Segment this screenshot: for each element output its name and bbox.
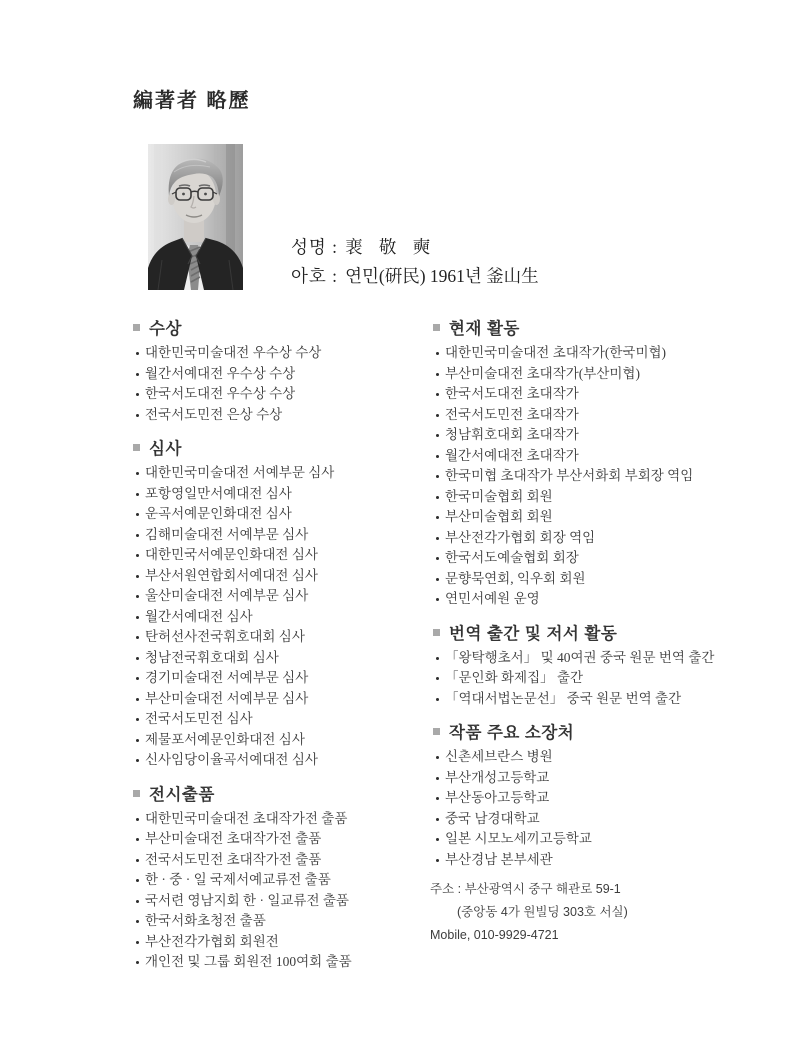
dot-bullet-icon [136, 739, 139, 742]
list-item-text: 「문인화 화제집」 출간 [445, 670, 584, 685]
dot-bullet-icon [136, 393, 139, 396]
alias-label: 아호 : [291, 266, 339, 286]
list-item [133, 405, 430, 426]
list-item-text: 연민서예원 운영 [445, 591, 540, 606]
list-item [133, 545, 430, 566]
list-item [433, 569, 753, 590]
dot-bullet-icon [136, 961, 139, 964]
dot-bullet-icon [136, 575, 139, 578]
address-line-2: (중앙동 4가 원빌딩 303호 서실) [457, 905, 628, 919]
list-item [433, 364, 753, 385]
list-item [433, 850, 753, 871]
name-value: 裵 敬 奭 [345, 237, 437, 257]
dot-bullet-icon [436, 352, 439, 355]
dot-bullet-icon [436, 516, 439, 519]
left-column [133, 316, 430, 984]
list-item-text: 부산전각가협회 회원전 [145, 933, 279, 949]
right-column [433, 316, 753, 881]
list-item-text: 한국미술협회 회원 [445, 488, 553, 504]
list-item-text: 문향묵연회, 익우회 회원 [445, 570, 586, 586]
list-item-text: 부산미술대전 초대작가전 출품 [145, 831, 322, 846]
list-item-text: 월간서예대전 심사 [145, 608, 253, 624]
list-item-text: 대한민국미술대전 서예부문 심사 [145, 465, 335, 480]
section-title: 번역 출간 및 저서 활동 [449, 624, 618, 643]
section-header [433, 316, 753, 338]
list-item [433, 343, 753, 364]
list-item-text: 한국서화초청전 출품 [145, 913, 266, 928]
list-item [433, 648, 753, 669]
dot-bullet-icon [436, 698, 439, 701]
list-item-text: 신촌세브란스 병원 [445, 749, 553, 764]
list-item [433, 747, 753, 768]
list-item [133, 566, 430, 587]
list-item [133, 750, 430, 771]
section-header [433, 720, 753, 742]
section-judging [133, 436, 430, 771]
list-item-text: 대한민국미술대전 초대작가전 출품 [145, 810, 348, 826]
dot-bullet-icon [436, 557, 439, 560]
list-item-text: 대한민국서예문인화대전 심사 [145, 547, 318, 562]
list-item [133, 689, 430, 710]
dot-bullet-icon [136, 859, 139, 862]
dot-bullet-icon [436, 859, 439, 862]
list-item-text: 일본 시모노세끼고등학교 [445, 831, 592, 846]
list-item [133, 891, 430, 912]
author-portrait-photo [148, 144, 243, 290]
dot-bullet-icon [436, 598, 439, 601]
page-title: 編著者 略歷 [133, 90, 251, 112]
list-item-text: 전국서도민전 은상 수상 [145, 406, 283, 422]
list-item-text: 「왕탁행초서」 및 40여권 중국 원문 번역 출간 [445, 649, 715, 665]
section-header [133, 782, 430, 804]
name-line [291, 233, 539, 262]
dot-bullet-icon [136, 595, 139, 598]
dot-bullet-icon [136, 534, 139, 537]
list-item-text: 월간서예대전 우수상 수상 [145, 365, 296, 381]
list-item-text: 탄허선사전국휘호대회 심사 [145, 629, 305, 644]
author-name-block [291, 233, 539, 291]
section-title: 심사 [149, 440, 182, 458]
list-item [433, 466, 753, 487]
list-item [133, 484, 430, 505]
dot-bullet-icon [136, 493, 139, 496]
list-item [433, 768, 753, 789]
list-item-text: 개인전 및 그룹 회원전 100여회 출품 [145, 954, 352, 969]
section-exhibitions [133, 782, 430, 973]
list-item-text: 부산미술대전 초대작가(부산미협) [445, 365, 640, 381]
dot-bullet-icon [136, 818, 139, 821]
list-item [433, 809, 753, 830]
list-item [133, 850, 430, 871]
dot-bullet-icon [436, 657, 439, 660]
list-item-text: 전국서도민전 심사 [145, 711, 253, 726]
list-item [433, 689, 753, 710]
mobile-line: Mobile, 010-9929-4721 [430, 928, 559, 942]
section-list [133, 463, 430, 771]
list-item [433, 405, 753, 426]
list-item-text: 울산미술대전 서예부문 심사 [145, 588, 309, 603]
list-item [133, 504, 430, 525]
list-item [133, 586, 430, 607]
list-item [133, 525, 430, 546]
dot-bullet-icon [136, 636, 139, 639]
section-list [433, 747, 753, 870]
list-item-text: 전국서도민전 초대작가전 출품 [145, 851, 322, 867]
list-item [133, 648, 430, 669]
list-item-text: 한국서도대전 우수상 수상 [145, 386, 296, 401]
section-header [433, 621, 753, 643]
dot-bullet-icon [136, 513, 139, 516]
dot-bullet-icon [136, 352, 139, 355]
dot-bullet-icon [136, 373, 139, 376]
list-item-text: 한국미협 초대작가 부산서화회 부회장 역임 [445, 468, 694, 483]
dot-bullet-icon [136, 900, 139, 903]
list-item-text: 부산전각가협회 회장 역임 [445, 529, 596, 545]
list-item-text: 대한민국미술대전 우수상 수상 [145, 345, 322, 360]
dot-bullet-icon [436, 537, 439, 540]
square-bullet-icon [433, 324, 440, 331]
list-item-text: 운곡서예문인화대전 심사 [145, 506, 292, 521]
dot-bullet-icon [436, 496, 439, 499]
list-item [133, 870, 430, 891]
dot-bullet-icon [136, 838, 139, 841]
address-line-1: 주소 : 부산광역시 중구 해관로 59-1 [430, 882, 621, 896]
list-item [433, 528, 753, 549]
square-bullet-icon [433, 629, 440, 636]
dot-bullet-icon [436, 434, 439, 437]
dot-bullet-icon [136, 472, 139, 475]
section-publications [433, 621, 753, 710]
list-item [133, 952, 430, 973]
list-item-text: 부산개성고등학교 [445, 769, 550, 785]
list-item-text: 한국서도대전 초대작가 [445, 386, 579, 401]
square-bullet-icon [133, 444, 140, 451]
list-item-text: 청남전국휘호대회 심사 [145, 649, 279, 665]
dot-bullet-icon [136, 616, 139, 619]
section-list [133, 809, 430, 973]
list-item [433, 487, 753, 508]
list-item [433, 829, 753, 850]
list-item [133, 607, 430, 628]
dot-bullet-icon [436, 393, 439, 396]
dot-bullet-icon [136, 718, 139, 721]
dot-bullet-icon [436, 838, 439, 841]
list-item-text: 한국서도예술협회 회장 [445, 550, 579, 565]
list-item-text: 전국서도민전 초대작가 [445, 406, 579, 422]
list-item [433, 425, 753, 446]
list-item-text: 한 · 중 · 일 국제서예교류전 출품 [145, 872, 331, 887]
list-item [133, 932, 430, 953]
contact-block [430, 878, 628, 947]
list-item [133, 627, 430, 648]
list-item [433, 384, 753, 405]
dot-bullet-icon [436, 578, 439, 581]
section-title: 전시출품 [149, 785, 215, 804]
list-item [133, 384, 430, 405]
dot-bullet-icon [136, 698, 139, 701]
list-item-text: 중국 남경대학교 [445, 810, 540, 826]
square-bullet-icon [133, 790, 140, 797]
list-item-text: 경기미술대전 서예부문 심사 [145, 670, 309, 685]
dot-bullet-icon [436, 373, 439, 376]
section-awards [133, 316, 430, 425]
list-item-text: 신사임당이율곡서예대전 심사 [145, 752, 318, 767]
list-item [133, 709, 430, 730]
section-title: 수상 [149, 320, 182, 338]
list-item [433, 446, 753, 467]
list-item-text: 부산서원연합회서예대전 심사 [145, 567, 318, 583]
section-title: 작품 주요 소장처 [449, 724, 575, 742]
dot-bullet-icon [136, 879, 139, 882]
section-list [433, 343, 753, 610]
dot-bullet-icon [136, 554, 139, 557]
list-item-text: 월간서예대전 초대작가 [445, 447, 579, 463]
dot-bullet-icon [136, 657, 139, 660]
alias-line [291, 262, 539, 291]
section-list [133, 343, 430, 425]
section-list [433, 648, 753, 710]
list-item [133, 730, 430, 751]
square-bullet-icon [433, 728, 440, 735]
list-item-text: 부산미술대전 서예부문 심사 [145, 690, 309, 706]
list-item [133, 809, 430, 830]
dot-bullet-icon [436, 777, 439, 780]
dot-bullet-icon [436, 414, 439, 417]
list-item [433, 589, 753, 610]
dot-bullet-icon [436, 677, 439, 680]
list-item-text: 부산경남 본부세관 [445, 851, 553, 867]
list-item-text: 제물포서예문인화대전 심사 [145, 731, 305, 747]
dot-bullet-icon [136, 920, 139, 923]
dot-bullet-icon [436, 756, 439, 759]
list-item-text: 김해미술대전 서예부문 심사 [145, 526, 309, 542]
dot-bullet-icon [136, 414, 139, 417]
alias-value: 연민(硏民) 1961년 釜山生 [345, 266, 539, 286]
list-item [433, 548, 753, 569]
dot-bullet-icon [436, 475, 439, 478]
list-item-text: 부산동아고등학교 [445, 790, 550, 805]
name-label: 성명 : [291, 237, 339, 257]
list-item [433, 788, 753, 809]
list-item [133, 463, 430, 484]
list-item [433, 668, 753, 689]
portrait-image [148, 144, 243, 290]
list-item-text: 「역대서법논문선」 중국 원문 번역 출간 [445, 690, 682, 706]
list-item-text: 청남휘호대회 초대작가 [445, 427, 579, 442]
list-item [133, 364, 430, 385]
dot-bullet-icon [136, 941, 139, 944]
list-item [133, 911, 430, 932]
list-item-text: 부산미술협회 회원 [445, 509, 553, 524]
section-collections [433, 720, 753, 870]
section-current-activities [433, 316, 753, 610]
list-item [433, 507, 753, 528]
list-item-text: 포항영일만서예대전 심사 [145, 485, 292, 501]
list-item-text: 국서련 영남지회 한 · 일교류전 출품 [145, 892, 349, 908]
list-item-text: 대한민국미술대전 초대작가(한국미협) [445, 345, 667, 360]
section-title: 현재 활동 [449, 320, 520, 338]
list-item [133, 829, 430, 850]
dot-bullet-icon [136, 677, 139, 680]
dot-bullet-icon [136, 759, 139, 762]
square-bullet-icon [133, 324, 140, 331]
dot-bullet-icon [436, 455, 439, 458]
section-header [133, 316, 430, 338]
dot-bullet-icon [436, 797, 439, 800]
list-item [133, 343, 430, 364]
section-header [133, 436, 430, 458]
list-item [133, 668, 430, 689]
dot-bullet-icon [436, 818, 439, 821]
